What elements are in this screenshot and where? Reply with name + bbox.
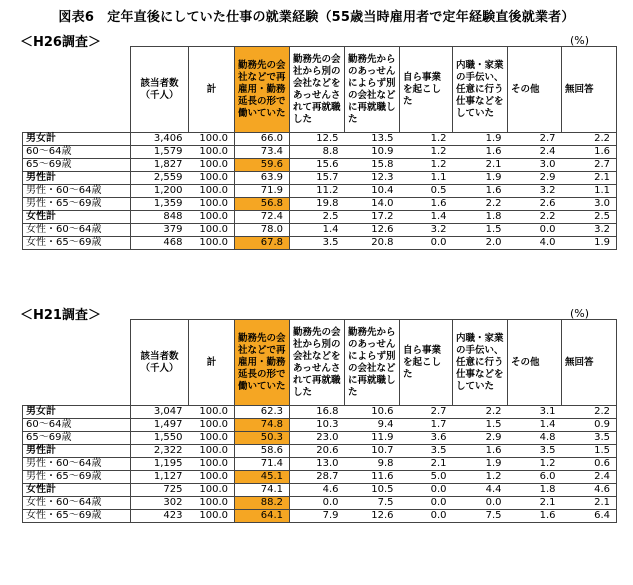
table-cell: 2.2 — [562, 406, 617, 419]
table-cell: 1,579 — [131, 146, 189, 159]
table-cell: 2.7 — [562, 159, 617, 172]
table-cell: 2.1 — [562, 172, 617, 185]
table-cell: 67.8 — [235, 237, 290, 250]
table-cell: 1.6 — [453, 445, 508, 458]
data-table — [22, 46, 617, 250]
table-cell: 1.2 — [400, 159, 453, 172]
table-cell: 3.6 — [400, 432, 453, 445]
table-cell: 4.8 — [508, 432, 562, 445]
table-cell: 1,127 — [131, 471, 189, 484]
table-cell: 73.4 — [235, 146, 290, 159]
table-cell: 1,827 — [131, 159, 189, 172]
table-cell: 0.0 — [400, 497, 453, 510]
table-cell: 6.0 — [508, 471, 562, 484]
table-cell: 16.8 — [290, 406, 345, 419]
table-cell: 100.0 — [189, 510, 235, 523]
table-cell: 1.9 — [453, 133, 508, 146]
table-row — [23, 198, 617, 211]
table-cell: 2.2 — [453, 406, 508, 419]
section-label: ＜H26調査＞ — [20, 35, 101, 50]
table-row — [23, 419, 617, 432]
table-cell: 100.0 — [189, 458, 235, 471]
row-label: 男性・65～69歳 — [23, 198, 131, 211]
table-cell: 2.5 — [290, 211, 345, 224]
table-cell: 7.5 — [345, 497, 400, 510]
table-row — [23, 497, 617, 510]
table-cell: 20.6 — [290, 445, 345, 458]
table-cell: 1.8 — [508, 484, 562, 497]
table-cell: 9.8 — [345, 458, 400, 471]
table-cell: 64.1 — [235, 510, 290, 523]
table-cell: 3.2 — [562, 224, 617, 237]
table-row — [23, 224, 617, 237]
table-cell: 20.8 — [345, 237, 400, 250]
table-cell: 15.6 — [290, 159, 345, 172]
table-cell: 2.9 — [508, 172, 562, 185]
table-row — [23, 406, 617, 419]
column-header: 内職・家業の手伝い、任意に行う仕事などをしていた — [453, 47, 508, 133]
table-cell: 100.0 — [189, 484, 235, 497]
table-cell: 468 — [131, 237, 189, 250]
row-label: 男性計 — [23, 172, 131, 185]
table-cell: 0.5 — [400, 185, 453, 198]
table-cell: 100.0 — [189, 159, 235, 172]
column-header: 勤務先の会社などで再雇用・勤務延長の形で働いていた — [235, 47, 290, 133]
table-cell: 15.8 — [345, 159, 400, 172]
table-cell: 7.9 — [290, 510, 345, 523]
row-label: 女性・65～69歳 — [23, 237, 131, 250]
table-cell: 1.5 — [562, 445, 617, 458]
table-cell: 88.2 — [235, 497, 290, 510]
table-cell: 100.0 — [189, 419, 235, 432]
column-header: 計 — [189, 320, 235, 406]
table-cell: 7.5 — [453, 510, 508, 523]
table-cell: 3.5 — [290, 237, 345, 250]
table-cell: 100.0 — [189, 146, 235, 159]
table-cell: 3,047 — [131, 406, 189, 419]
table-cell: 1.1 — [400, 172, 453, 185]
table-cell: 1.4 — [400, 211, 453, 224]
column-header: 該当者数 （千人） — [131, 320, 189, 406]
column-header: 自ら事業を起こした — [400, 320, 453, 406]
table-cell: 100.0 — [189, 185, 235, 198]
table-cell: 19.8 — [290, 198, 345, 211]
table-row — [23, 471, 617, 484]
table-cell: 71.4 — [235, 458, 290, 471]
table-cell: 10.7 — [345, 445, 400, 458]
table-cell: 3.2 — [508, 185, 562, 198]
column-header: 無回答 — [562, 47, 617, 133]
table-cell: 11.9 — [345, 432, 400, 445]
section-label: ＜H21調査＞ — [20, 308, 101, 323]
table-cell: 1.6 — [453, 185, 508, 198]
table-cell: 3.5 — [400, 445, 453, 458]
table-cell: 12.6 — [345, 510, 400, 523]
column-header: 自ら事業を起こした — [400, 47, 453, 133]
row-label: 65～69歳 — [23, 159, 131, 172]
table-cell: 100.0 — [189, 211, 235, 224]
table-cell: 2.2 — [562, 133, 617, 146]
table-cell: 1,497 — [131, 419, 189, 432]
table-cell: 3.5 — [508, 445, 562, 458]
table-row — [23, 159, 617, 172]
table-cell: 0.0 — [453, 497, 508, 510]
table-cell: 5.0 — [400, 471, 453, 484]
table-cell: 0.6 — [562, 458, 617, 471]
table-row — [23, 445, 617, 458]
table-cell: 12.3 — [345, 172, 400, 185]
table-cell: 78.0 — [235, 224, 290, 237]
table-cell: 1,550 — [131, 432, 189, 445]
table-cell: 1.7 — [400, 419, 453, 432]
table-cell: 14.0 — [345, 198, 400, 211]
table-cell: 1,195 — [131, 458, 189, 471]
table-cell: 17.2 — [345, 211, 400, 224]
table-cell: 1.5 — [453, 224, 508, 237]
header-blank — [23, 320, 131, 406]
table-cell: 2.5 — [562, 211, 617, 224]
table-cell: 0.0 — [400, 237, 453, 250]
table-cell: 3.2 — [400, 224, 453, 237]
table-cell: 3.0 — [508, 159, 562, 172]
column-header: 内職・家業の手伝い、任意に行う仕事などをしていた — [453, 320, 508, 406]
table-cell: 100.0 — [189, 224, 235, 237]
column-header: 勤務先からのあっせんによらず別の会社などに再就職した — [345, 47, 400, 133]
table-cell: 74.1 — [235, 484, 290, 497]
table-cell: 9.4 — [345, 419, 400, 432]
table-cell: 1.6 — [508, 510, 562, 523]
table-cell: 28.7 — [290, 471, 345, 484]
table-cell: 50.3 — [235, 432, 290, 445]
row-label: 65～69歳 — [23, 432, 131, 445]
table-cell: 72.4 — [235, 211, 290, 224]
table-cell: 1.6 — [453, 146, 508, 159]
table-cell: 1.9 — [453, 458, 508, 471]
table-cell: 6.4 — [562, 510, 617, 523]
table-cell: 2.4 — [508, 146, 562, 159]
table-cell: 13.0 — [290, 458, 345, 471]
table-cell: 1.5 — [453, 419, 508, 432]
table-cell: 2.1 — [453, 159, 508, 172]
table-cell: 8.8 — [290, 146, 345, 159]
table-cell: 3.0 — [562, 198, 617, 211]
table-cell: 2.1 — [562, 497, 617, 510]
table-cell: 1.2 — [400, 146, 453, 159]
row-label: 男性・60～64歳 — [23, 458, 131, 471]
table-cell: 1.4 — [508, 419, 562, 432]
figure-title: 図表6 定年直後にしていた仕事の就業経験（55歳当時雇用者で定年経験直後就業者） — [58, 10, 575, 25]
table-cell: 1.2 — [453, 471, 508, 484]
table-cell: 3.1 — [508, 406, 562, 419]
row-label: 女性・60～64歳 — [23, 497, 131, 510]
table-cell: 10.9 — [345, 146, 400, 159]
table-cell: 2,559 — [131, 172, 189, 185]
table-cell: 12.5 — [290, 133, 345, 146]
table-cell: 1.2 — [508, 458, 562, 471]
table-cell: 100.0 — [189, 172, 235, 185]
table-cell: 1.1 — [562, 185, 617, 198]
table-row — [23, 133, 617, 146]
table-cell: 4.6 — [290, 484, 345, 497]
table-cell: 0.0 — [400, 484, 453, 497]
table-cell: 2.1 — [400, 458, 453, 471]
table-cell: 15.7 — [290, 172, 345, 185]
row-label: 男女計 — [23, 406, 131, 419]
row-label: 女性・65～69歳 — [23, 510, 131, 523]
table-cell: 66.0 — [235, 133, 290, 146]
table-cell: 0.9 — [562, 419, 617, 432]
table-cell: 2,322 — [131, 445, 189, 458]
column-header: 勤務先の会社から別の会社などをあっせんされて再就職した — [290, 320, 345, 406]
table-cell: 100.0 — [189, 237, 235, 250]
table-row — [23, 237, 617, 250]
table-cell: 100.0 — [189, 432, 235, 445]
table-row — [23, 432, 617, 445]
column-header: 該当者数 （千人） — [131, 47, 189, 133]
row-label: 男女計 — [23, 133, 131, 146]
table-cell: 13.5 — [345, 133, 400, 146]
table-cell: 2.7 — [400, 406, 453, 419]
table-cell: 10.3 — [290, 419, 345, 432]
table-cell: 2.1 — [508, 497, 562, 510]
table-cell: 10.6 — [345, 406, 400, 419]
table-cell: 62.3 — [235, 406, 290, 419]
table-cell: 23.0 — [290, 432, 345, 445]
table-cell: 11.6 — [345, 471, 400, 484]
header-row — [23, 47, 617, 133]
table-cell: 1.2 — [400, 133, 453, 146]
row-label: 男性・65～69歳 — [23, 471, 131, 484]
unit-label: (%) — [569, 307, 589, 320]
table-cell: 12.6 — [345, 224, 400, 237]
unit-label: (%) — [569, 34, 589, 47]
table-cell: 100.0 — [189, 406, 235, 419]
table-cell: 1,359 — [131, 198, 189, 211]
column-header: 勤務先の会社から別の会社などをあっせんされて再就職した — [290, 47, 345, 133]
table-cell: 1,200 — [131, 185, 189, 198]
table-cell: 1.4 — [290, 224, 345, 237]
row-label: 男性計 — [23, 445, 131, 458]
table-cell: 4.4 — [453, 484, 508, 497]
table-cell: 58.6 — [235, 445, 290, 458]
table-cell: 423 — [131, 510, 189, 523]
row-label: 60～64歳 — [23, 146, 131, 159]
table-row — [23, 484, 617, 497]
table-cell: 0.0 — [290, 497, 345, 510]
table-cell: 71.9 — [235, 185, 290, 198]
table-row — [23, 510, 617, 523]
table-cell: 3.5 — [562, 432, 617, 445]
table-cell: 11.2 — [290, 185, 345, 198]
table-cell: 2.2 — [453, 198, 508, 211]
table-row — [23, 146, 617, 159]
header-row — [23, 320, 617, 406]
table-cell: 10.5 — [345, 484, 400, 497]
table-cell: 56.8 — [235, 198, 290, 211]
row-label: 60～64歳 — [23, 419, 131, 432]
table-cell: 2.0 — [453, 237, 508, 250]
table-cell: 100.0 — [189, 497, 235, 510]
table-row — [23, 458, 617, 471]
table-cell: 379 — [131, 224, 189, 237]
table-cell: 1.9 — [453, 172, 508, 185]
table-cell: 4.6 — [562, 484, 617, 497]
column-header: その他 — [508, 320, 562, 406]
column-header: その他 — [508, 47, 562, 133]
row-label: 男性・60～64歳 — [23, 185, 131, 198]
table-cell: 1.6 — [400, 198, 453, 211]
table-cell: 0.0 — [508, 224, 562, 237]
table-cell: 2.6 — [508, 198, 562, 211]
table-cell: 100.0 — [189, 471, 235, 484]
row-label: 女性・60～64歳 — [23, 224, 131, 237]
table-cell: 1.9 — [562, 237, 617, 250]
table-cell: 100.0 — [189, 445, 235, 458]
table-cell: 45.1 — [235, 471, 290, 484]
row-label: 女性計 — [23, 484, 131, 497]
table-cell: 848 — [131, 211, 189, 224]
table-row — [23, 172, 617, 185]
column-header: 勤務先の会社などで再雇用・勤務延長の形で働いていた — [235, 320, 290, 406]
table-cell: 74.8 — [235, 419, 290, 432]
table-cell: 63.9 — [235, 172, 290, 185]
table-cell: 2.9 — [453, 432, 508, 445]
header-blank — [23, 47, 131, 133]
table-cell: 2.4 — [562, 471, 617, 484]
table-cell: 4.0 — [508, 237, 562, 250]
table-cell: 725 — [131, 484, 189, 497]
table-cell: 1.6 — [562, 146, 617, 159]
table-cell: 1.8 — [453, 211, 508, 224]
table-cell: 100.0 — [189, 198, 235, 211]
table-row — [23, 185, 617, 198]
table-cell: 100.0 — [189, 133, 235, 146]
table-cell: 2.7 — [508, 133, 562, 146]
data-table — [22, 319, 617, 523]
column-header: 無回答 — [562, 320, 617, 406]
table-cell: 59.6 — [235, 159, 290, 172]
row-label: 女性計 — [23, 211, 131, 224]
table-cell: 10.4 — [345, 185, 400, 198]
table-cell: 0.0 — [400, 510, 453, 523]
column-header: 勤務先からのあっせんによらず別の会社などに再就職した — [345, 320, 400, 406]
column-header: 計 — [189, 47, 235, 133]
table-cell: 3,406 — [131, 133, 189, 146]
table-cell: 2.2 — [508, 211, 562, 224]
table-row — [23, 211, 617, 224]
table-cell: 302 — [131, 497, 189, 510]
